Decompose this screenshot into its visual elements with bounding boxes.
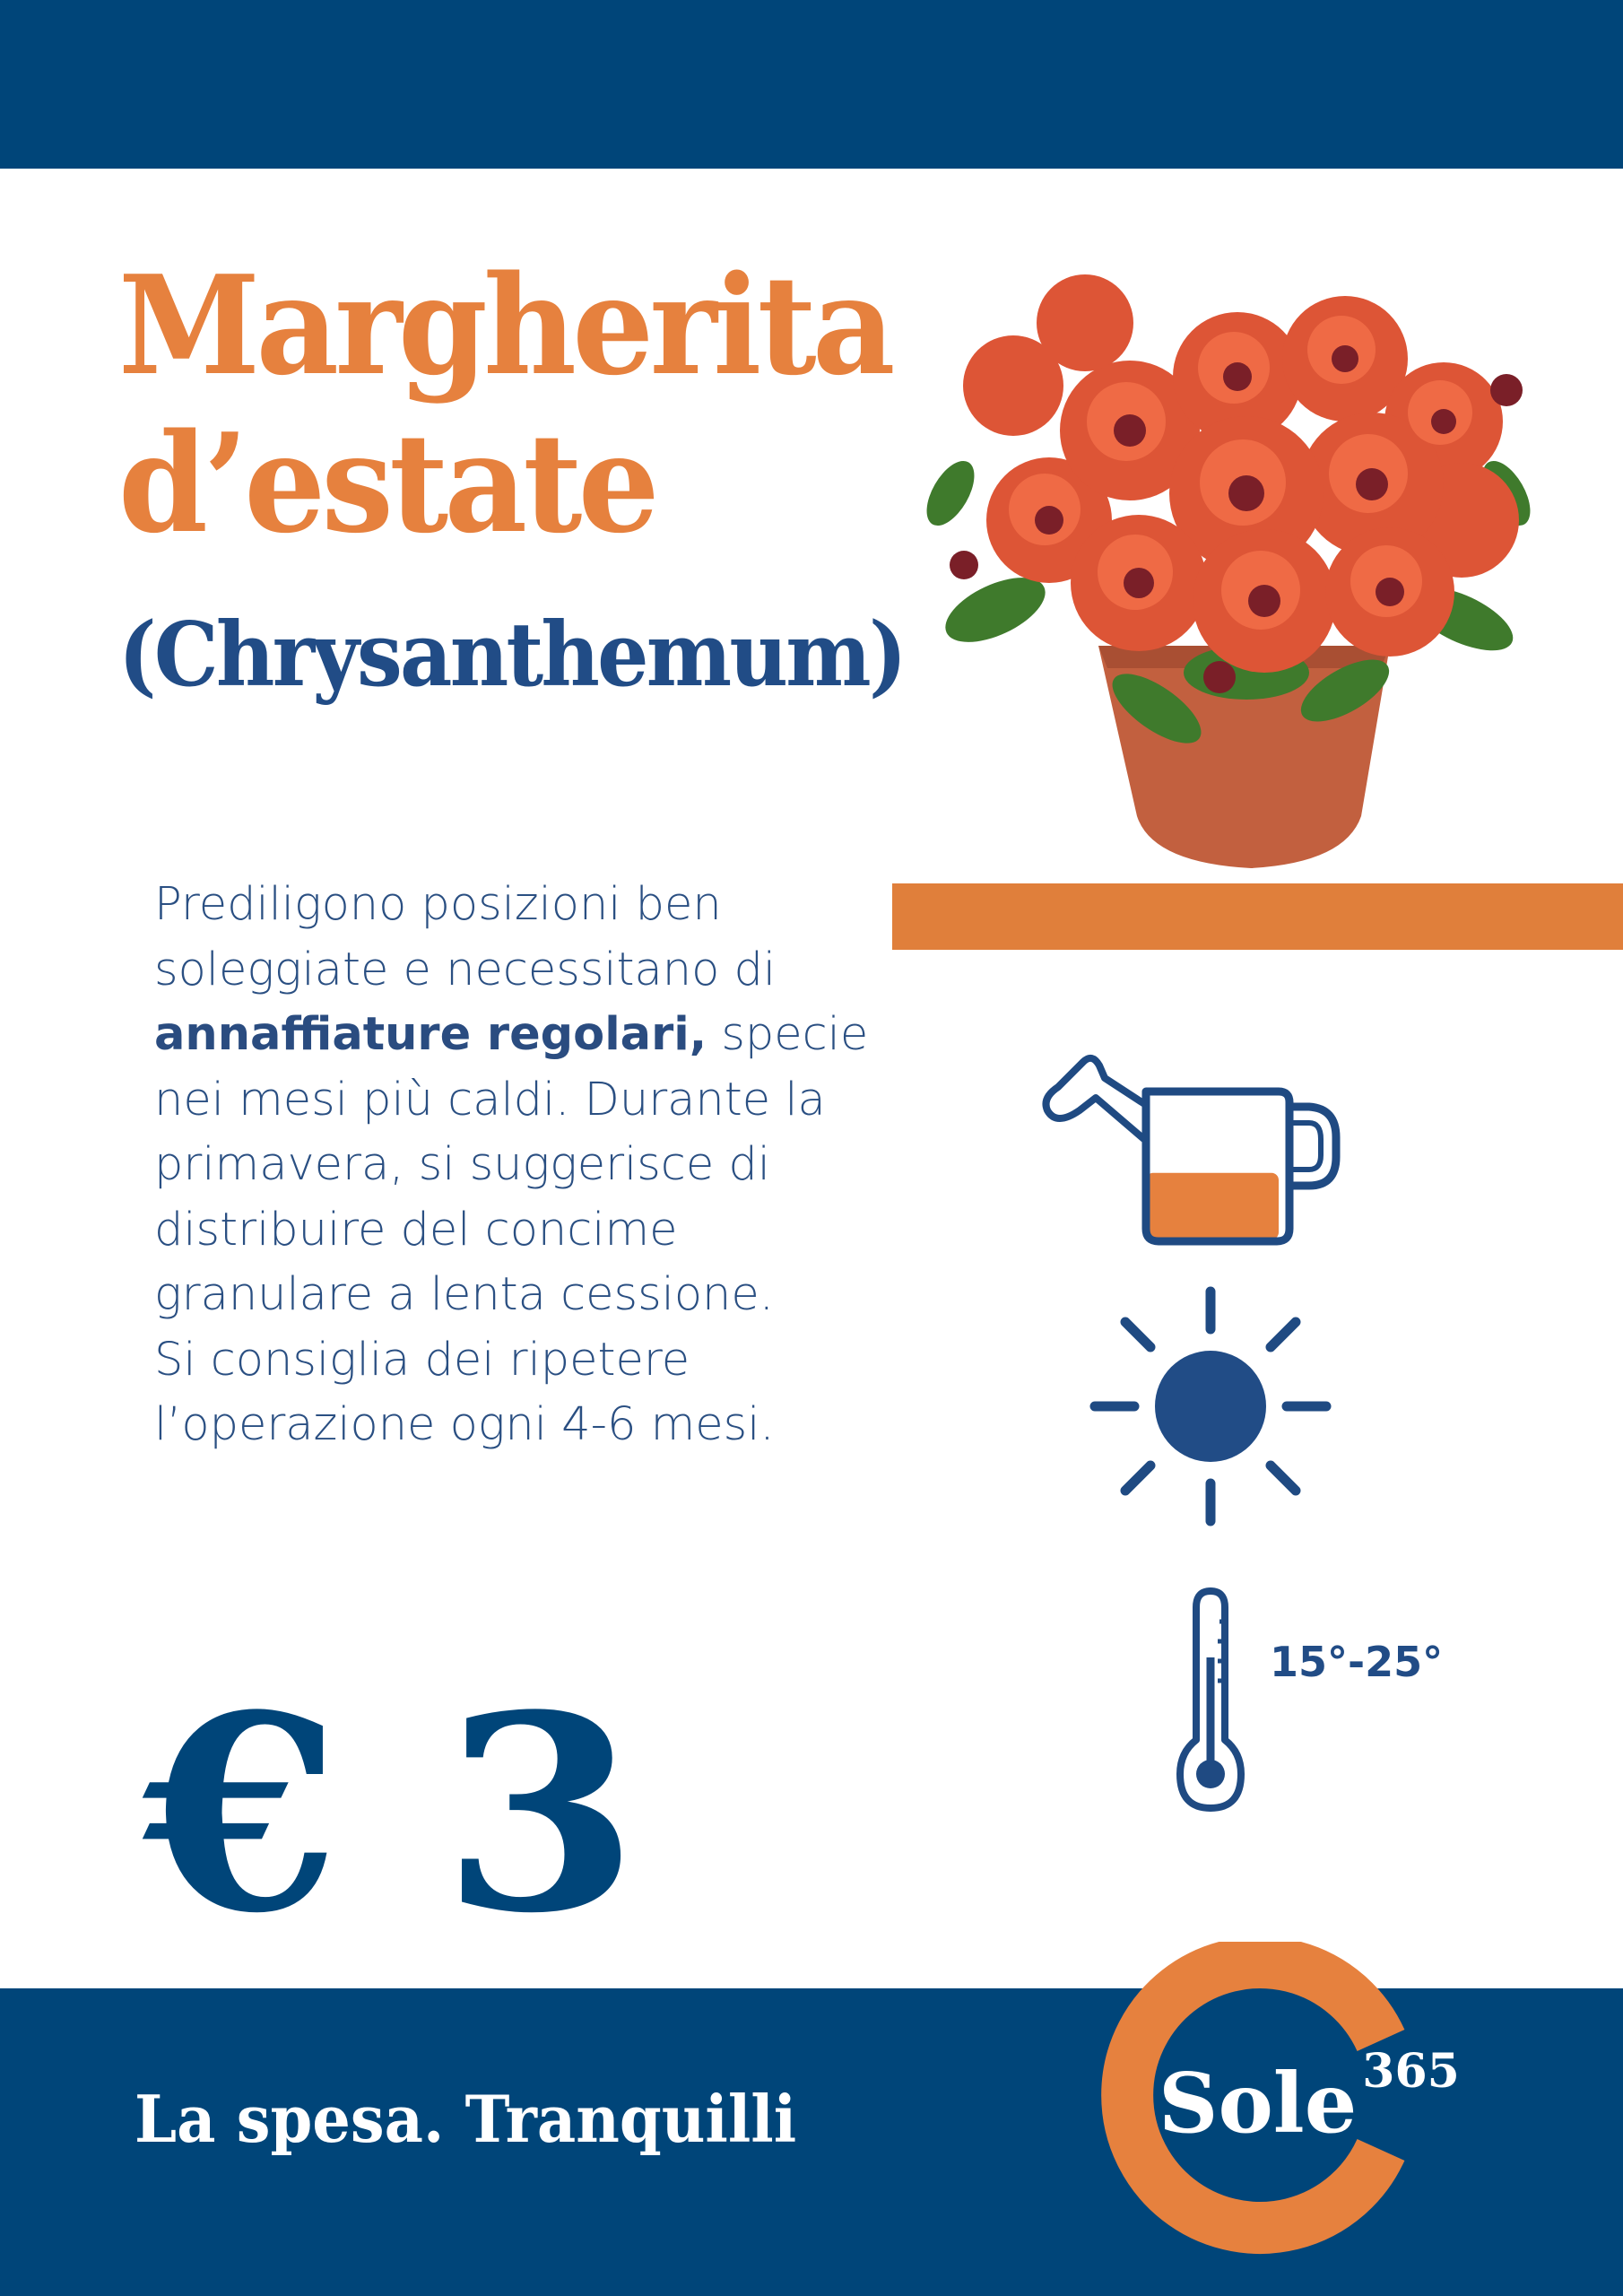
- accent-bar: [892, 883, 1623, 950]
- latin-name: (Chrysanthemum): [118, 604, 905, 707]
- description-line: primavera, si suggerisce di: [154, 1138, 770, 1191]
- description-line: Si consiglia dei ripetere: [154, 1333, 690, 1387]
- description-line: l’operazione ogni 4-6 mesi.: [154, 1398, 775, 1451]
- bold-phrase: annaffiature regolari,: [154, 1008, 707, 1061]
- description-line: soleggiate e necessitano di: [154, 943, 777, 996]
- thermometer-icon: [1173, 1586, 1248, 1815]
- watering-can-icon: [1040, 1051, 1345, 1250]
- title-line-2: d’estate: [118, 403, 655, 563]
- bold-continuation: specie: [707, 1008, 869, 1061]
- description-line: nei mesi più caldi. Durante la: [154, 1073, 826, 1126]
- price: € 3: [143, 1656, 641, 1972]
- temperature-range: 15°-25°: [1270, 1638, 1444, 1686]
- logo-word: Sole: [1159, 2055, 1358, 2152]
- top-band: [0, 0, 1623, 169]
- slogan: La spesa. Tranquilli: [135, 2081, 797, 2157]
- title-line-1: Margherita: [118, 245, 891, 405]
- product-title: [118, 247, 891, 562]
- chrysanthemum-pot-image: [924, 224, 1551, 879]
- logo-wordmark: [1159, 2044, 1460, 2152]
- description-line: distribuire del concime: [154, 1203, 678, 1257]
- sun-icon: [1089, 1284, 1332, 1528]
- description-line: granulare a lenta cessione.: [154, 1268, 774, 1321]
- care-description: [154, 873, 869, 1458]
- description-line-bold: [154, 1003, 869, 1068]
- logo-superscript: 365: [1362, 2044, 1460, 2099]
- store-logo: [1076, 1942, 1460, 2265]
- description-line: Prediligono posizioni ben: [154, 878, 722, 931]
